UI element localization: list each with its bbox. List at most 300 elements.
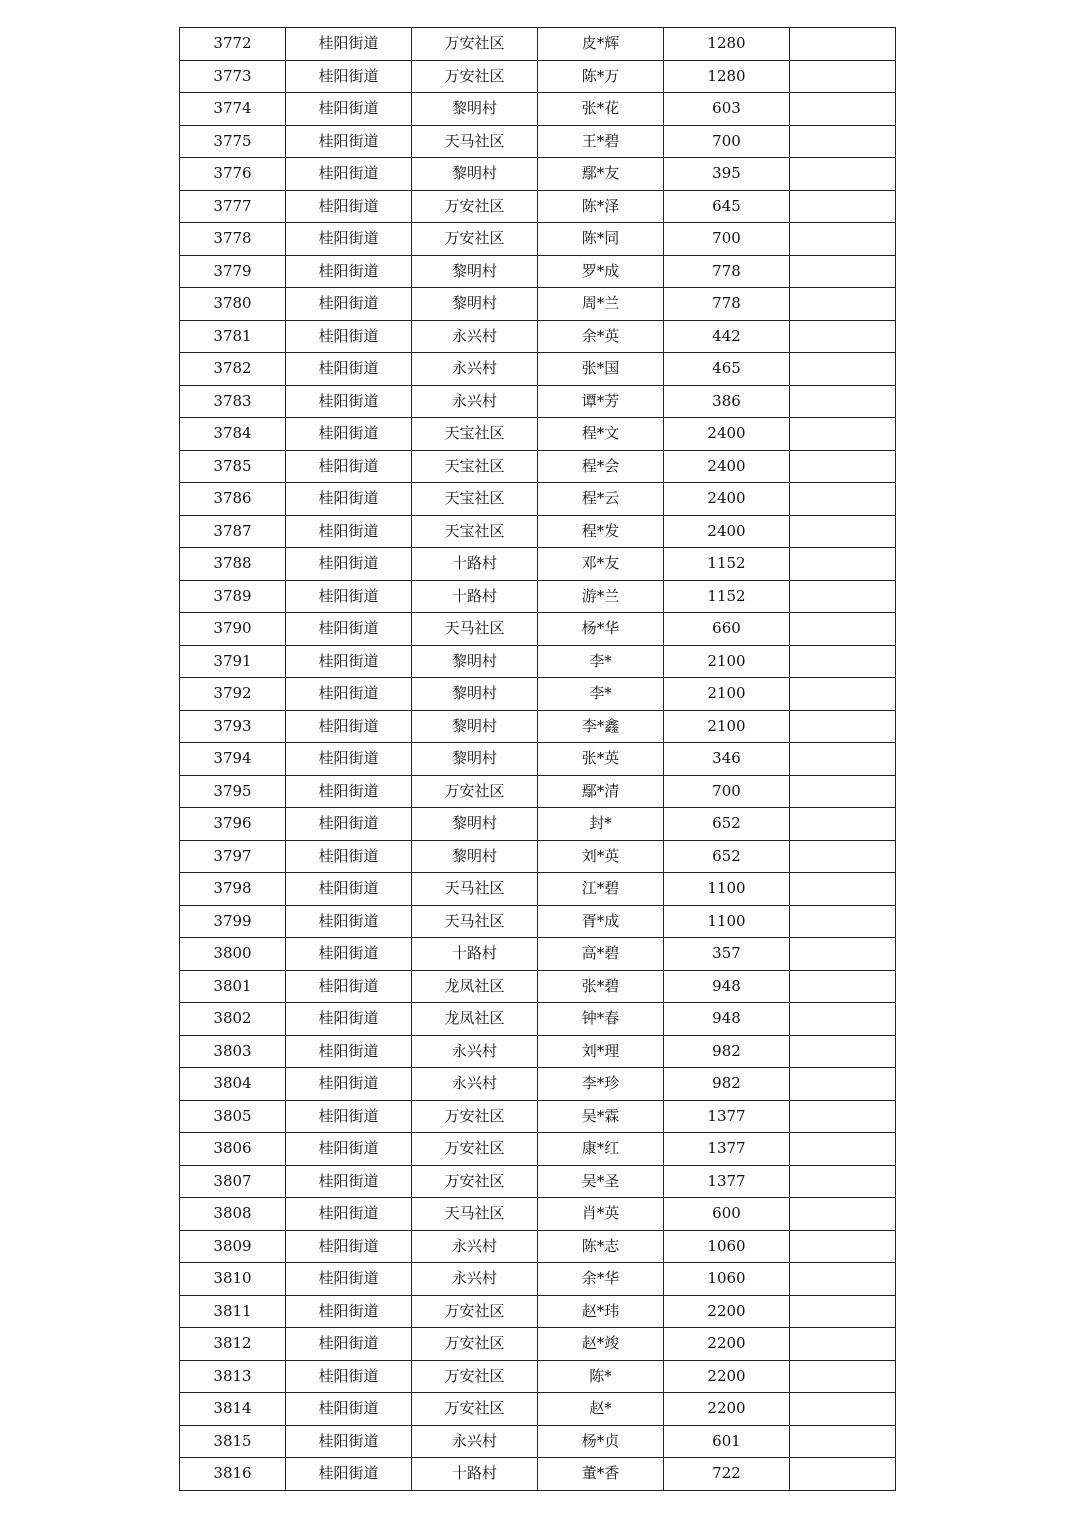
community-cell: 黎明村 (412, 93, 538, 126)
street-cell: 桂阳街道 (286, 840, 412, 873)
name-cell: 李* (538, 678, 664, 711)
serial-cell: 3806 (180, 1133, 286, 1166)
amount-cell: 2400 (664, 515, 790, 548)
remark-cell (790, 1295, 896, 1328)
table-row (180, 645, 896, 678)
street-cell: 桂阳街道 (286, 905, 412, 938)
amount-cell: 601 (664, 1425, 790, 1458)
community-cell: 永兴村 (412, 1263, 538, 1296)
remark-cell (790, 1165, 896, 1198)
amount-cell: 600 (664, 1198, 790, 1231)
community-cell: 天马社区 (412, 613, 538, 646)
table-row (180, 288, 896, 321)
serial-cell: 3803 (180, 1035, 286, 1068)
serial-cell: 3782 (180, 353, 286, 386)
serial-cell: 3781 (180, 320, 286, 353)
name-cell: 赵* (538, 1393, 664, 1426)
amount-cell: 395 (664, 158, 790, 191)
street-cell: 桂阳街道 (286, 613, 412, 646)
table-row (180, 353, 896, 386)
serial-cell: 3798 (180, 873, 286, 906)
remark-cell (790, 483, 896, 516)
street-cell: 桂阳街道 (286, 1393, 412, 1426)
amount-cell: 2200 (664, 1328, 790, 1361)
community-cell: 永兴村 (412, 1068, 538, 1101)
amount-cell: 1100 (664, 873, 790, 906)
community-cell: 万安社区 (412, 1393, 538, 1426)
street-cell: 桂阳街道 (286, 353, 412, 386)
name-cell: 邓*友 (538, 548, 664, 581)
amount-cell: 645 (664, 190, 790, 223)
remark-cell (790, 970, 896, 1003)
serial-cell: 3805 (180, 1100, 286, 1133)
table-row (180, 710, 896, 743)
community-cell: 万安社区 (412, 1133, 538, 1166)
table-row (180, 1458, 896, 1491)
serial-cell: 3787 (180, 515, 286, 548)
name-cell: 杨*华 (538, 613, 664, 646)
street-cell: 桂阳街道 (286, 1068, 412, 1101)
name-cell: 杨*贞 (538, 1425, 664, 1458)
street-cell: 桂阳街道 (286, 1425, 412, 1458)
table-row (180, 580, 896, 613)
community-cell: 十路村 (412, 548, 538, 581)
street-cell: 桂阳街道 (286, 93, 412, 126)
remark-cell (790, 873, 896, 906)
serial-cell: 3813 (180, 1360, 286, 1393)
table-row (180, 613, 896, 646)
community-cell: 天马社区 (412, 873, 538, 906)
serial-cell: 3772 (180, 28, 286, 61)
community-cell: 永兴村 (412, 1425, 538, 1458)
community-cell: 万安社区 (412, 1100, 538, 1133)
remark-cell (790, 678, 896, 711)
street-cell: 桂阳街道 (286, 710, 412, 743)
community-cell: 万安社区 (412, 1360, 538, 1393)
serial-cell: 3779 (180, 255, 286, 288)
name-cell: 陈*同 (538, 223, 664, 256)
amount-cell: 2400 (664, 418, 790, 451)
serial-cell: 3802 (180, 1003, 286, 1036)
amount-cell: 948 (664, 1003, 790, 1036)
remark-cell (790, 125, 896, 158)
name-cell: 张*碧 (538, 970, 664, 1003)
amount-cell: 982 (664, 1068, 790, 1101)
serial-cell: 3795 (180, 775, 286, 808)
remark-cell (790, 385, 896, 418)
serial-cell: 3794 (180, 743, 286, 776)
remark-cell (790, 1263, 896, 1296)
remark-cell (790, 905, 896, 938)
name-cell: 赵*竣 (538, 1328, 664, 1361)
serial-cell: 3815 (180, 1425, 286, 1458)
table-row (180, 418, 896, 451)
remark-cell (790, 580, 896, 613)
amount-cell: 603 (664, 93, 790, 126)
amount-cell: 700 (664, 125, 790, 158)
amount-cell: 1280 (664, 60, 790, 93)
community-cell: 永兴村 (412, 385, 538, 418)
serial-cell: 3807 (180, 1165, 286, 1198)
street-cell: 桂阳街道 (286, 1100, 412, 1133)
name-cell: 程*文 (538, 418, 664, 451)
community-cell: 十路村 (412, 938, 538, 971)
serial-cell: 3783 (180, 385, 286, 418)
remark-cell (790, 28, 896, 61)
serial-cell: 3811 (180, 1295, 286, 1328)
table-row (180, 548, 896, 581)
community-cell: 天马社区 (412, 1198, 538, 1231)
remark-cell (790, 320, 896, 353)
remark-cell (790, 1393, 896, 1426)
serial-cell: 3797 (180, 840, 286, 873)
name-cell: 程*会 (538, 450, 664, 483)
serial-cell: 3785 (180, 450, 286, 483)
table-row (180, 1393, 896, 1426)
community-cell: 万安社区 (412, 1295, 538, 1328)
remark-cell (790, 158, 896, 191)
street-cell: 桂阳街道 (286, 645, 412, 678)
table-row (180, 1035, 896, 1068)
community-cell: 黎明村 (412, 808, 538, 841)
serial-cell: 3777 (180, 190, 286, 223)
street-cell: 桂阳街道 (286, 873, 412, 906)
street-cell: 桂阳街道 (286, 580, 412, 613)
table-row (180, 93, 896, 126)
remark-cell (790, 1360, 896, 1393)
name-cell: 鄢*友 (538, 158, 664, 191)
amount-cell: 2100 (664, 678, 790, 711)
amount-cell: 465 (664, 353, 790, 386)
table-row (180, 158, 896, 191)
remark-cell (790, 710, 896, 743)
name-cell: 陈*志 (538, 1230, 664, 1263)
name-cell: 谭*芳 (538, 385, 664, 418)
table-row (180, 1133, 896, 1166)
table-row (180, 873, 896, 906)
community-cell: 天宝社区 (412, 515, 538, 548)
amount-cell: 660 (664, 613, 790, 646)
amount-cell: 1377 (664, 1165, 790, 1198)
community-cell: 万安社区 (412, 1328, 538, 1361)
serial-cell: 3774 (180, 93, 286, 126)
amount-cell: 2200 (664, 1360, 790, 1393)
amount-cell: 1152 (664, 548, 790, 581)
table-row (180, 1425, 896, 1458)
table-row (180, 1198, 896, 1231)
street-cell: 桂阳街道 (286, 1198, 412, 1231)
community-cell: 黎明村 (412, 678, 538, 711)
name-cell: 李*珍 (538, 1068, 664, 1101)
amount-cell: 357 (664, 938, 790, 971)
street-cell: 桂阳街道 (286, 320, 412, 353)
table-row (180, 1003, 896, 1036)
amount-cell: 722 (664, 1458, 790, 1491)
remark-cell (790, 93, 896, 126)
remark-cell (790, 255, 896, 288)
community-cell: 永兴村 (412, 1230, 538, 1263)
remark-cell (790, 1133, 896, 1166)
remark-cell (790, 223, 896, 256)
serial-cell: 3784 (180, 418, 286, 451)
street-cell: 桂阳街道 (286, 223, 412, 256)
amount-cell: 1152 (664, 580, 790, 613)
remark-cell (790, 808, 896, 841)
serial-cell: 3812 (180, 1328, 286, 1361)
street-cell: 桂阳街道 (286, 1328, 412, 1361)
table-row (180, 1295, 896, 1328)
remark-cell (790, 1230, 896, 1263)
name-cell: 刘*英 (538, 840, 664, 873)
name-cell: 罗*成 (538, 255, 664, 288)
street-cell: 桂阳街道 (286, 743, 412, 776)
community-cell: 万安社区 (412, 60, 538, 93)
street-cell: 桂阳街道 (286, 1458, 412, 1491)
name-cell: 董*香 (538, 1458, 664, 1491)
remark-cell (790, 1035, 896, 1068)
name-cell: 刘*理 (538, 1035, 664, 1068)
table-row (180, 905, 896, 938)
roster-table-body (180, 28, 896, 1491)
amount-cell: 1377 (664, 1133, 790, 1166)
serial-cell: 3810 (180, 1263, 286, 1296)
table-row (180, 1100, 896, 1133)
community-cell: 天宝社区 (412, 418, 538, 451)
name-cell: 李* (538, 645, 664, 678)
remark-cell (790, 775, 896, 808)
table-row (180, 1068, 896, 1101)
name-cell: 江*碧 (538, 873, 664, 906)
street-cell: 桂阳街道 (286, 970, 412, 1003)
amount-cell: 1060 (664, 1263, 790, 1296)
community-cell: 永兴村 (412, 1035, 538, 1068)
name-cell: 康*红 (538, 1133, 664, 1166)
name-cell: 陈* (538, 1360, 664, 1393)
serial-cell: 3778 (180, 223, 286, 256)
remark-cell (790, 645, 896, 678)
serial-cell: 3808 (180, 1198, 286, 1231)
amount-cell: 1100 (664, 905, 790, 938)
remark-cell (790, 840, 896, 873)
community-cell: 永兴村 (412, 320, 538, 353)
street-cell: 桂阳街道 (286, 1035, 412, 1068)
name-cell: 高*碧 (538, 938, 664, 971)
remark-cell (790, 938, 896, 971)
table-row (180, 743, 896, 776)
serial-cell: 3788 (180, 548, 286, 581)
remark-cell (790, 1100, 896, 1133)
street-cell: 桂阳街道 (286, 1295, 412, 1328)
street-cell: 桂阳街道 (286, 678, 412, 711)
amount-cell: 700 (664, 223, 790, 256)
name-cell: 吴*圣 (538, 1165, 664, 1198)
street-cell: 桂阳街道 (286, 515, 412, 548)
amount-cell: 1280 (664, 28, 790, 61)
name-cell: 周*兰 (538, 288, 664, 321)
name-cell: 李*鑫 (538, 710, 664, 743)
street-cell: 桂阳街道 (286, 28, 412, 61)
name-cell: 吴*霖 (538, 1100, 664, 1133)
amount-cell: 778 (664, 255, 790, 288)
remark-cell (790, 1328, 896, 1361)
street-cell: 桂阳街道 (286, 808, 412, 841)
table-row (180, 1230, 896, 1263)
remark-cell (790, 1198, 896, 1231)
table-row (180, 970, 896, 1003)
serial-cell: 3793 (180, 710, 286, 743)
table-row (180, 483, 896, 516)
street-cell: 桂阳街道 (286, 288, 412, 321)
remark-cell (790, 1458, 896, 1491)
community-cell: 天马社区 (412, 125, 538, 158)
table-row (180, 320, 896, 353)
amount-cell: 2100 (664, 710, 790, 743)
table-row (180, 1165, 896, 1198)
table-row (180, 125, 896, 158)
street-cell: 桂阳街道 (286, 60, 412, 93)
community-cell: 黎明村 (412, 743, 538, 776)
street-cell: 桂阳街道 (286, 1360, 412, 1393)
community-cell: 十路村 (412, 1458, 538, 1491)
amount-cell: 346 (664, 743, 790, 776)
street-cell: 桂阳街道 (286, 125, 412, 158)
serial-cell: 3791 (180, 645, 286, 678)
serial-cell: 3786 (180, 483, 286, 516)
street-cell: 桂阳街道 (286, 1230, 412, 1263)
serial-cell: 3796 (180, 808, 286, 841)
amount-cell: 700 (664, 775, 790, 808)
name-cell: 张*英 (538, 743, 664, 776)
remark-cell (790, 288, 896, 321)
community-cell: 万安社区 (412, 223, 538, 256)
community-cell: 万安社区 (412, 1165, 538, 1198)
name-cell: 程*发 (538, 515, 664, 548)
amount-cell: 652 (664, 808, 790, 841)
street-cell: 桂阳街道 (286, 158, 412, 191)
table-row (180, 223, 896, 256)
community-cell: 黎明村 (412, 645, 538, 678)
table-row (180, 1360, 896, 1393)
community-cell: 万安社区 (412, 28, 538, 61)
amount-cell: 2200 (664, 1393, 790, 1426)
community-cell: 黎明村 (412, 158, 538, 191)
amount-cell: 778 (664, 288, 790, 321)
street-cell: 桂阳街道 (286, 450, 412, 483)
community-cell: 永兴村 (412, 353, 538, 386)
remark-cell (790, 613, 896, 646)
street-cell: 桂阳街道 (286, 1133, 412, 1166)
name-cell: 张*花 (538, 93, 664, 126)
community-cell: 十路村 (412, 580, 538, 613)
community-cell: 龙凤社区 (412, 970, 538, 1003)
street-cell: 桂阳街道 (286, 255, 412, 288)
remark-cell (790, 450, 896, 483)
street-cell: 桂阳街道 (286, 418, 412, 451)
serial-cell: 3775 (180, 125, 286, 158)
table-row (180, 190, 896, 223)
name-cell: 王*碧 (538, 125, 664, 158)
table-row (180, 938, 896, 971)
street-cell: 桂阳街道 (286, 1263, 412, 1296)
name-cell: 余*华 (538, 1263, 664, 1296)
remark-cell (790, 743, 896, 776)
community-cell: 天宝社区 (412, 483, 538, 516)
community-cell: 天马社区 (412, 905, 538, 938)
name-cell: 陈*泽 (538, 190, 664, 223)
remark-cell (790, 548, 896, 581)
serial-cell: 3800 (180, 938, 286, 971)
serial-cell: 3789 (180, 580, 286, 613)
street-cell: 桂阳街道 (286, 1165, 412, 1198)
name-cell: 胥*成 (538, 905, 664, 938)
community-cell: 万安社区 (412, 190, 538, 223)
street-cell: 桂阳街道 (286, 775, 412, 808)
name-cell: 封* (538, 808, 664, 841)
serial-cell: 3792 (180, 678, 286, 711)
remark-cell (790, 515, 896, 548)
name-cell: 游*兰 (538, 580, 664, 613)
street-cell: 桂阳街道 (286, 938, 412, 971)
serial-cell: 3790 (180, 613, 286, 646)
table-row (180, 385, 896, 418)
remark-cell (790, 1003, 896, 1036)
name-cell: 陈*万 (538, 60, 664, 93)
amount-cell: 982 (664, 1035, 790, 1068)
serial-cell: 3801 (180, 970, 286, 1003)
serial-cell: 3814 (180, 1393, 286, 1426)
table-row (180, 775, 896, 808)
amount-cell: 2400 (664, 483, 790, 516)
amount-cell: 386 (664, 385, 790, 418)
name-cell: 程*云 (538, 483, 664, 516)
name-cell: 赵*玮 (538, 1295, 664, 1328)
serial-cell: 3816 (180, 1458, 286, 1491)
street-cell: 桂阳街道 (286, 548, 412, 581)
community-cell: 龙凤社区 (412, 1003, 538, 1036)
serial-cell: 3799 (180, 905, 286, 938)
amount-cell: 2400 (664, 450, 790, 483)
serial-cell: 3773 (180, 60, 286, 93)
remark-cell (790, 190, 896, 223)
amount-cell: 2200 (664, 1295, 790, 1328)
table-row (180, 515, 896, 548)
serial-cell: 3780 (180, 288, 286, 321)
remark-cell (790, 60, 896, 93)
name-cell: 张*国 (538, 353, 664, 386)
name-cell: 皮*辉 (538, 28, 664, 61)
remark-cell (790, 353, 896, 386)
serial-cell: 3804 (180, 1068, 286, 1101)
remark-cell (790, 1425, 896, 1458)
table-row (180, 1328, 896, 1361)
street-cell: 桂阳街道 (286, 385, 412, 418)
street-cell: 桂阳街道 (286, 1003, 412, 1036)
street-cell: 桂阳街道 (286, 483, 412, 516)
name-cell: 余*英 (538, 320, 664, 353)
table-row (180, 28, 896, 61)
serial-cell: 3809 (180, 1230, 286, 1263)
remark-cell (790, 418, 896, 451)
table-row (180, 450, 896, 483)
amount-cell: 1377 (664, 1100, 790, 1133)
amount-cell: 2100 (664, 645, 790, 678)
street-cell: 桂阳街道 (286, 190, 412, 223)
community-cell: 天宝社区 (412, 450, 538, 483)
community-cell: 万安社区 (412, 775, 538, 808)
table-row (180, 840, 896, 873)
table-row (180, 678, 896, 711)
serial-cell: 3776 (180, 158, 286, 191)
